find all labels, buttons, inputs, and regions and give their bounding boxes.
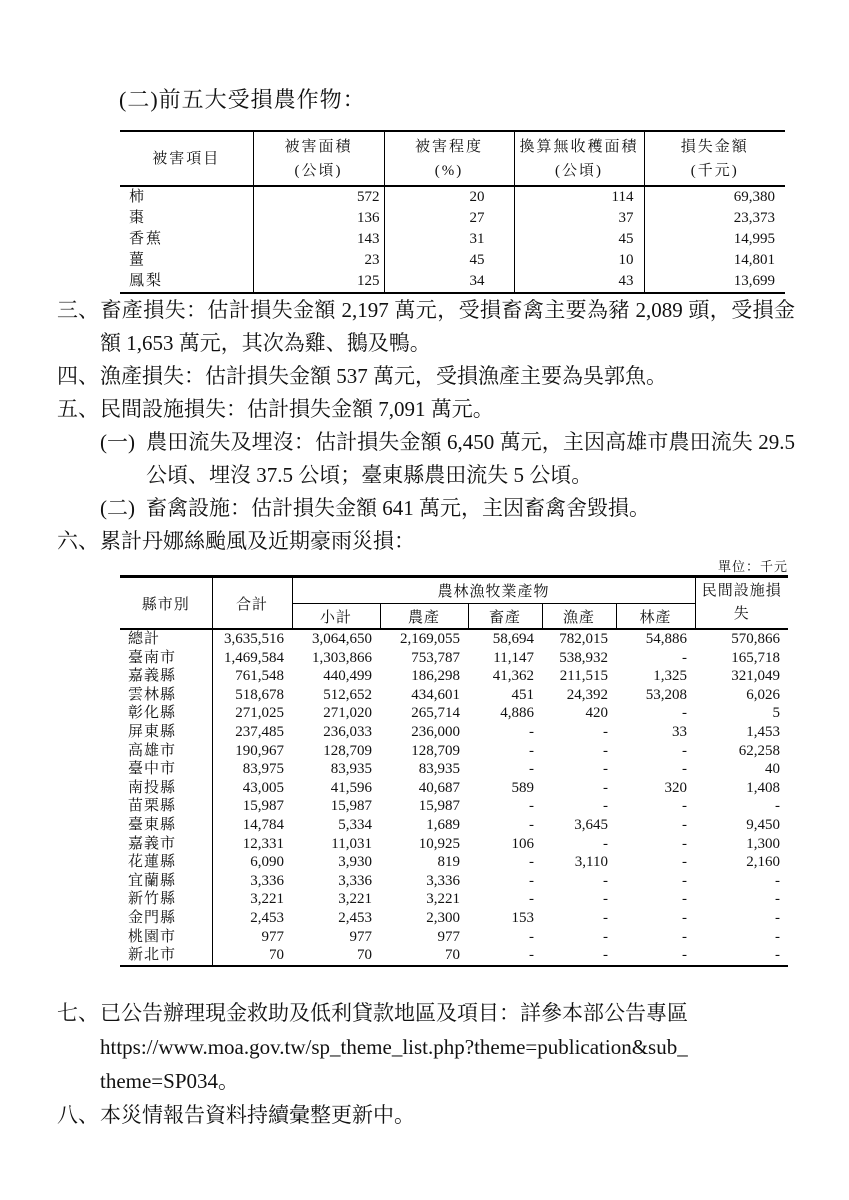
row-value: 440,499 <box>323 668 372 685</box>
row-value: - <box>603 947 608 964</box>
para-item-4 <box>57 360 795 393</box>
col-header-label: 損失金額 <box>680 138 749 155</box>
row-value: 761,548 <box>235 668 284 685</box>
para-item-5-2 <box>57 492 795 525</box>
row-value: - <box>682 835 688 852</box>
table-row <box>120 229 785 250</box>
row-value: 70 <box>357 947 372 964</box>
row-value: 977 <box>261 928 284 945</box>
row-label: 桃園市 <box>120 928 212 947</box>
item-number: 五、 <box>57 397 99 421</box>
row-value: - <box>682 798 688 815</box>
row-value: 977 <box>349 928 372 945</box>
row-value: - <box>682 742 688 759</box>
col-header-unit: (公頃) <box>294 162 343 179</box>
row-value: 20 <box>384 186 514 208</box>
row-label: 臺中市 <box>120 760 212 779</box>
row-value: - <box>603 742 608 759</box>
row-value: 572 <box>253 186 384 208</box>
item-text: 累計丹娜絲颱風及近期豪雨災損： <box>100 529 415 553</box>
col-header-agri-group: 農林漁牧業產物 <box>292 577 695 604</box>
row-value: - <box>682 649 688 666</box>
row-value: 10,925 <box>418 835 460 852</box>
item-text: 本災情報告資料持續彙整更新中。 <box>100 1103 415 1127</box>
item-text: 民間設施損失：估計損失金額 7,091 萬元。 <box>100 397 494 421</box>
col-header-agriculture: 農產 <box>380 604 468 630</box>
section-heading-top5-crops: (二)前五大受損農作物： <box>119 87 366 112</box>
row-value: - <box>682 947 688 964</box>
col-header-label: 換算無收穫面積 <box>519 138 639 155</box>
row-value: 3,110 <box>574 854 608 871</box>
row-value: 15,987 <box>418 798 460 815</box>
table-row <box>120 760 788 779</box>
county-summary-table <box>120 575 788 967</box>
row-value: - <box>775 891 781 908</box>
para-item-3 <box>57 294 795 360</box>
table-row <box>120 271 785 293</box>
row-value: 114 <box>514 186 644 208</box>
col-header-unit: (千元) <box>690 162 739 179</box>
row-value: 320 <box>664 779 688 796</box>
row-value: 420 <box>585 705 608 722</box>
row-value: 83,935 <box>330 761 372 778</box>
row-value: - <box>603 891 608 908</box>
item-number: 七、 <box>57 1001 99 1025</box>
row-label: 南投縣 <box>120 779 212 798</box>
table-row <box>120 704 788 723</box>
row-label: 柿 <box>129 189 147 205</box>
row-label: 嘉義縣 <box>120 667 212 686</box>
row-value: 3,645 <box>574 816 608 833</box>
row-value: 45 <box>384 250 514 271</box>
announcement-url-line-1: https://www.moa.gov.tw/sp_theme_list.php?theme=publication&sub_ <box>100 1035 688 1059</box>
row-value: - <box>682 891 688 908</box>
row-value: 43,005 <box>242 779 284 796</box>
crop-damage-table <box>120 130 785 294</box>
row-value: - <box>603 761 608 778</box>
row-label: 新北市 <box>120 946 212 966</box>
row-value: 13,699 <box>644 271 785 293</box>
table-row <box>120 742 788 761</box>
col-header-label: 被害面積 <box>284 138 353 155</box>
row-value: 33 <box>672 723 688 740</box>
col-header-forestry: 林產 <box>616 604 695 630</box>
row-value: 83,935 <box>418 761 460 778</box>
row-value: - <box>529 816 534 833</box>
col-header-label: 被害項目 <box>152 150 221 167</box>
row-value: 165,718 <box>731 649 781 666</box>
row-value: - <box>529 854 534 871</box>
row-value: 1,303,866 <box>312 649 372 666</box>
table-row <box>120 946 788 966</box>
row-value: 40 <box>765 761 781 778</box>
row-value: - <box>682 909 688 926</box>
row-value: 190,967 <box>235 742 284 759</box>
row-value: 265,714 <box>411 705 460 722</box>
row-label: 彰化縣 <box>120 704 212 723</box>
row-value: - <box>775 872 781 889</box>
crop-table-header-row <box>120 131 785 186</box>
row-value: 5,334 <box>338 816 372 833</box>
row-value: 753,787 <box>411 649 460 666</box>
row-value: - <box>682 872 688 889</box>
row-value: 3,221 <box>250 891 284 908</box>
row-value: 3,221 <box>338 891 372 908</box>
row-value: - <box>682 928 688 945</box>
row-value: 518,678 <box>235 686 284 703</box>
table-row <box>120 797 788 816</box>
row-value: - <box>775 947 781 964</box>
row-value: 106 <box>511 835 534 852</box>
col-header-facility-loss: 民間設施損失 <box>695 577 788 630</box>
row-value: 1,453 <box>746 723 781 740</box>
row-value: 6,090 <box>250 854 284 871</box>
row-value: 977 <box>437 928 460 945</box>
row-value: 1,689 <box>426 816 460 833</box>
row-value: 3,930 <box>338 854 372 871</box>
table-row <box>120 649 788 668</box>
row-value: 1,300 <box>746 835 781 852</box>
row-value: 53,208 <box>645 686 688 703</box>
row-value: 5 <box>772 705 781 722</box>
row-label: 薑 <box>129 252 147 268</box>
item-number: 八、 <box>57 1103 99 1127</box>
row-label: 嘉義市 <box>120 835 212 854</box>
row-value: 143 <box>253 229 384 250</box>
row-value: - <box>603 872 608 889</box>
row-value: 125 <box>253 271 384 293</box>
col-header-county: 縣市別 <box>120 577 212 630</box>
row-value: 186,298 <box>411 668 460 685</box>
col-header-fishery: 漁產 <box>542 604 616 630</box>
row-value: 1,469,584 <box>224 649 284 666</box>
row-value: 4,886 <box>500 705 534 722</box>
row-value: 3,336 <box>250 872 284 889</box>
table-row <box>120 928 788 947</box>
row-value: 321,049 <box>731 668 781 685</box>
para-item-5-1 <box>57 426 795 492</box>
col-header-no-harvest-area <box>514 131 644 186</box>
row-value: 45 <box>514 229 644 250</box>
row-value: - <box>529 891 534 908</box>
table-row <box>120 872 788 891</box>
item-text: 畜產損失：估計損失金額 2,197 萬元，受損畜禽主要為豬 2,089 頭，受損金額 1,653 萬元，其次為雞、鵝及鴨。 <box>100 298 795 355</box>
col-header-loss-amount <box>644 131 785 186</box>
row-value: 2,300 <box>426 909 460 926</box>
row-value: 27 <box>384 208 514 229</box>
row-value: 12,331 <box>242 835 284 852</box>
para-item-5 <box>57 393 795 426</box>
table-row <box>120 779 788 798</box>
row-label: 高雄市 <box>120 742 212 761</box>
row-value: 3,064,650 <box>312 631 372 647</box>
row-value: - <box>603 723 608 740</box>
row-value: 237,485 <box>235 723 284 740</box>
row-value: - <box>682 705 688 722</box>
item-text: 農田流失及埋沒：估計損失金額 6,450 萬元，主因高雄市農田流失 29.5 公頃、埋沒 37.5 公頃；臺東縣農田流失 5 公頃。 <box>146 430 795 487</box>
row-value: 2,453 <box>338 909 372 926</box>
row-value: 153 <box>511 909 534 926</box>
row-value: - <box>682 816 688 833</box>
row-value: 14,801 <box>644 250 785 271</box>
table-row <box>120 853 788 872</box>
row-label: 鳳梨 <box>129 273 164 289</box>
row-value: 538,932 <box>559 649 608 666</box>
row-value: - <box>529 947 534 964</box>
row-value: 34 <box>384 271 514 293</box>
row-value: 512,652 <box>323 686 372 703</box>
row-value: - <box>529 761 534 778</box>
item-text: 已公告辦理現金救助及低利貸款地區及項目：詳參本部公告專區 <box>100 1001 688 1025</box>
row-label: 花蓮縣 <box>120 853 212 872</box>
row-value: 271,020 <box>323 705 372 722</box>
row-value: - <box>775 928 781 945</box>
row-value: 819 <box>437 854 460 871</box>
summary-header-row-1 <box>120 577 788 604</box>
para-item-7 <box>57 996 795 1098</box>
row-value: 782,015 <box>559 631 608 647</box>
row-value: 589 <box>511 779 534 796</box>
row-value: 434,601 <box>411 686 460 703</box>
row-label: 總計 <box>120 629 212 649</box>
row-value: 54,886 <box>645 631 688 647</box>
row-label: 棗 <box>129 210 147 226</box>
row-value: 58,694 <box>492 631 534 647</box>
row-value: - <box>775 909 781 926</box>
table-row <box>120 816 788 835</box>
item-number: (二) <box>100 496 135 520</box>
row-label: 金門縣 <box>120 909 212 928</box>
table-row <box>120 186 785 208</box>
item-number: 六、 <box>57 529 99 553</box>
row-value: 2,160 <box>746 854 781 871</box>
table-row <box>120 208 785 229</box>
col-header-damaged-area <box>253 131 384 186</box>
unit-label: 單位：千元 <box>717 559 788 574</box>
row-value: 83,975 <box>242 761 284 778</box>
row-value: 23,373 <box>644 208 785 229</box>
col-header-livestock: 畜產 <box>468 604 542 630</box>
row-label: 苗栗縣 <box>120 797 212 816</box>
para-item-6 <box>57 525 795 558</box>
row-value: 451 <box>511 686 534 703</box>
row-value: 3,336 <box>426 872 460 889</box>
row-value: - <box>682 854 688 871</box>
row-value: 9,450 <box>746 816 781 833</box>
row-label: 宜蘭縣 <box>120 872 212 891</box>
table-row <box>120 890 788 909</box>
col-header-total: 合計 <box>212 577 292 630</box>
row-value: 11,031 <box>331 835 372 852</box>
item-number: 四、 <box>57 364 99 388</box>
row-label: 雲林縣 <box>120 686 212 705</box>
col-header-unit: (%) <box>434 162 464 179</box>
row-value: 236,033 <box>323 723 372 740</box>
row-value: 236,000 <box>411 723 460 740</box>
row-value: - <box>529 872 534 889</box>
row-value: 15,987 <box>330 798 372 815</box>
row-value: - <box>603 779 608 796</box>
row-label: 臺東縣 <box>120 816 212 835</box>
row-value: 11,147 <box>493 649 534 666</box>
row-value: 14,784 <box>242 816 284 833</box>
row-value: 3,221 <box>426 891 460 908</box>
row-value: 14,995 <box>644 229 785 250</box>
row-value: - <box>775 798 781 815</box>
row-value: 31 <box>384 229 514 250</box>
row-value: 37 <box>514 208 644 229</box>
row-value: 6,026 <box>746 686 781 703</box>
table-row <box>120 629 788 649</box>
row-value: 1,408 <box>746 779 781 796</box>
announcement-url-line-2: theme=SP034。 <box>100 1069 240 1093</box>
row-value: - <box>603 909 608 926</box>
col-header-unit: (公頃) <box>555 162 603 179</box>
row-value: 24,392 <box>566 686 608 703</box>
col-header-label: 被害程度 <box>414 138 483 155</box>
row-value: - <box>603 798 608 815</box>
table-row <box>120 835 788 854</box>
row-value: 70 <box>445 947 460 964</box>
row-value: 23 <box>253 250 384 271</box>
body-paragraphs-middle <box>57 294 795 558</box>
body-paragraphs-bottom <box>57 996 795 1132</box>
table-row <box>120 667 788 686</box>
item-number: (一) <box>100 430 135 454</box>
item-text: 畜禽設施：估計損失金額 641 萬元，主因畜禽舍毀損。 <box>146 496 650 520</box>
col-header-subtotal: 小計 <box>292 604 380 630</box>
table-row <box>120 909 788 928</box>
item-number: 三、 <box>57 298 99 322</box>
para-item-8 <box>57 1098 795 1132</box>
summary-table-wrap <box>120 575 788 967</box>
row-value: - <box>682 761 688 778</box>
row-value: 41,596 <box>330 779 372 796</box>
row-label: 香蕉 <box>129 231 164 247</box>
row-value: - <box>529 798 534 815</box>
row-value: 1,325 <box>653 668 688 685</box>
row-value: 2,453 <box>250 909 284 926</box>
row-value: 40,687 <box>418 779 460 796</box>
row-value: 3,635,516 <box>224 631 284 647</box>
row-value: 10 <box>514 250 644 271</box>
row-value: 69,380 <box>644 186 785 208</box>
row-label: 新竹縣 <box>120 890 212 909</box>
row-value: 271,025 <box>235 705 284 722</box>
col-header-damaged-item <box>120 131 253 186</box>
table-row <box>120 250 785 271</box>
row-value: 128,709 <box>411 742 460 759</box>
col-header-damage-degree <box>384 131 514 186</box>
row-value: 570,866 <box>731 631 781 647</box>
row-value: 211,515 <box>559 668 608 685</box>
table-row <box>120 686 788 705</box>
crop-damage-table-wrap <box>120 130 785 294</box>
row-value: - <box>529 928 534 945</box>
row-value: - <box>529 723 534 740</box>
table-row <box>120 723 788 742</box>
row-value: 43 <box>514 271 644 293</box>
row-value: 41,362 <box>492 668 534 685</box>
row-value: 15,987 <box>242 798 284 815</box>
row-label: 臺南市 <box>120 649 212 668</box>
row-value: 128,709 <box>323 742 372 759</box>
row-value: - <box>603 835 608 852</box>
row-value: - <box>603 928 608 945</box>
row-value: 3,336 <box>338 872 372 889</box>
row-value: - <box>529 742 534 759</box>
row-value: 62,258 <box>738 742 781 759</box>
row-value: 2,169,055 <box>400 631 460 647</box>
row-label: 屏東縣 <box>120 723 212 742</box>
item-text: 漁產損失：估計損失金額 537 萬元，受損漁產主要為吳郭魚。 <box>100 364 667 388</box>
row-value: 136 <box>253 208 384 229</box>
row-value: 70 <box>269 947 284 964</box>
